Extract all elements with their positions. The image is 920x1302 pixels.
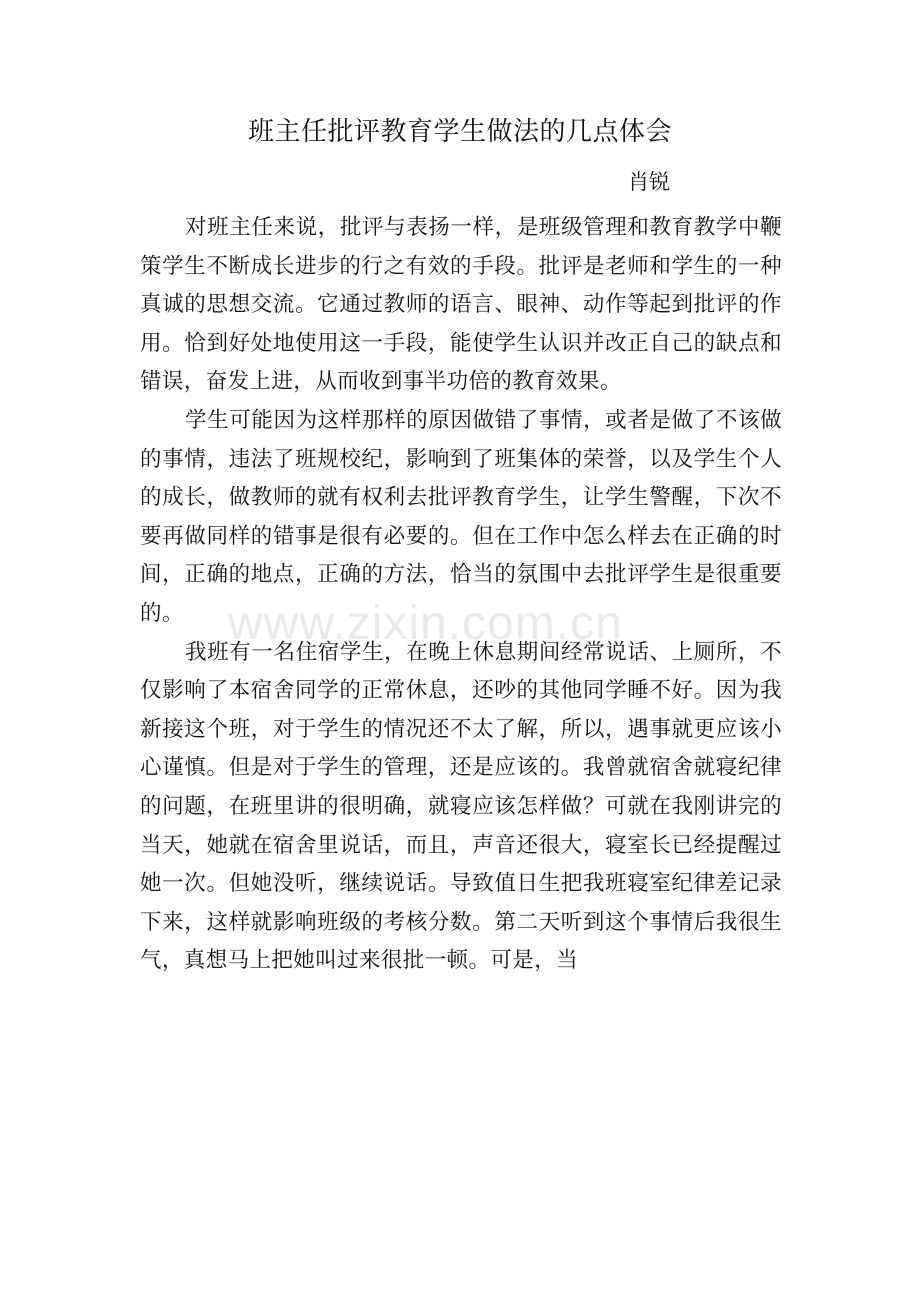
document-title: 班主任批评教育学生做法的几点体会: [247, 117, 672, 147]
paragraph-1: 对班主任来说，批评与表扬一样，是班级管理和教育教学中鞭策学生不断成长进步的行之有效的手段。批评是老师和学生的一种真诚的思想交流。它通过教师的语言、眼神、动作等起到批评的作用。恰到好处地使用这一手段，能使学生认识并改正自己的缺点和错误，奋发上进，从而收到事半功倍的教育效果。: [140, 215, 782, 395]
document-author: 肖锐: [628, 170, 670, 194]
watermark: www.zixin.com.cn: [228, 597, 623, 650]
paragraph-2: 学生可能因为这样那样的原因做错了事情，或者是做了不该做的事情，违法了班规校纪，影响到了班集体的荣誉，以及学生个人的成长，做教师的就有权利去批评教育学生，让学生警醒，下次不要再做同样的错事是很有必要的。但在工作中怎么样去在正确的时间，正确的地点，正确的方法，恰当的氛围中去批评学生是很重要的。: [140, 407, 782, 626]
document-body: [140, 209, 782, 981]
paragraph-3: 我班有一名住宿学生，在晚上休息期间经常说话、上厕所，不仅影响了本宿舍同学的正常休息，还吵的其他同学睡不好。因为我新接这个班，对于学生的情况还不太了解，所以，遇事就更应该小心谨慎。但是对于学生的管理，还是应该的。我曾就宿舍就寝纪律的问题，在班里讲的很明确，就寝应该怎样做？可就在我刚讲完的当天，她就在宿舍里说话，而且，声音还很大，寝室长已经提醒过她一次。但她没听，继续说话。导致值日生把我班寝室纪律差记录下来，这样就影响班级的考核分数。第二天听到这个事情后我很生气，真想马上把她叫过来很批一顿。可是，当: [140, 639, 782, 974]
